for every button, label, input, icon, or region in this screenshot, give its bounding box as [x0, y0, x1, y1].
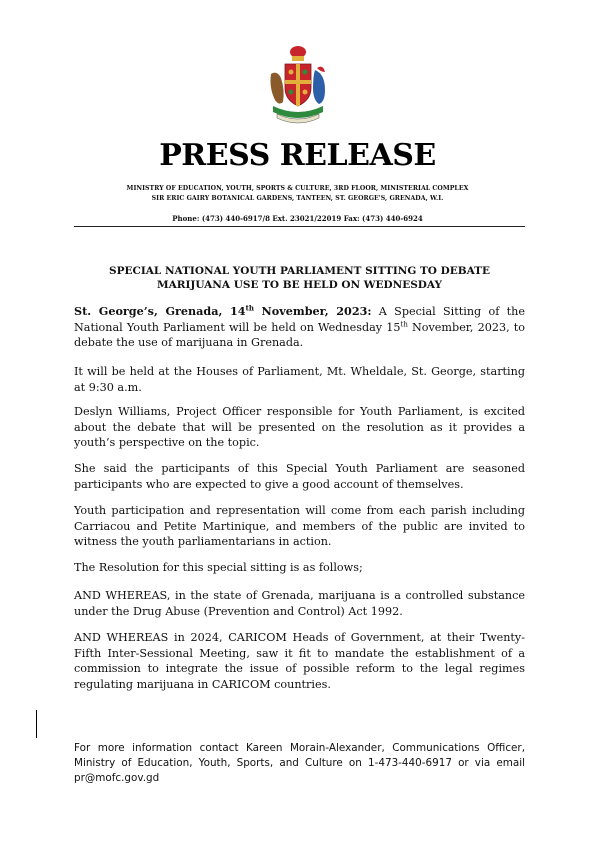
paragraph-project-officer: Deslyn Williams, Project Officer responsible for Youth Parliament, is excited about the debate that will be presented on the resolution as it provides a youth’s perspective on the topic.	[74, 405, 525, 449]
grenada-coat-of-arms-image	[265, 44, 331, 126]
dateline-b: November, 2023:	[253, 304, 372, 318]
dateline-a: St. George’s, Grenada, 14	[74, 304, 246, 318]
paragraph-representation: Youth participation and representation will come from each parish including Carriacou and Petite Martinique, and members of the public are invited to witness the youth parliamentarians in action.	[74, 504, 525, 548]
phone-fax-line: Phone: (473) 440-6917/8 Ext. 23021/22019 Fax: (473) 440-6924	[172, 214, 423, 223]
p1-b: November, 2023, to debate the use of marijuana in Grenada.	[74, 320, 525, 349]
p1-sup: th	[400, 319, 408, 328]
ministry-address-line-1: MINISTRY OF EDUCATION, YOUTH, SPORTS & CULTURE, 3RD FLOOR, MINISTERIAL COMPLEX	[126, 185, 469, 192]
paragraph-whereas-2: AND WHEREAS in 2024, CARICOM Heads of Government, at their Twenty-Fifth Inter-Sessional Meeting, saw it fit to mandate the establishment of a commission to integrate the issue of possible reform to the legal regimes regulating marijuana in CARICOM countries.	[74, 631, 525, 691]
dateline-sup: th	[245, 303, 254, 313]
paragraph-dateline	[74, 304, 525, 351]
p1-a: A Special Sitting of the National Youth Parliament will be held on Wednesday 15	[74, 305, 525, 334]
press-release-title: PRESS RELEASE	[159, 138, 436, 173]
headline-line-1: SPECIAL NATIONAL YOUTH PARLIAMENT SITTING TO DEBATE	[109, 265, 490, 277]
paragraph-resolution-intro: The Resolution for this special sitting is as follows;	[74, 561, 363, 574]
headline-line-2: MARIJUANA USE TO BE HELD ON WEDNESDAY	[156, 279, 443, 291]
text-cursor	[36, 710, 37, 738]
paragraph-participants: She said the participants of this Special Youth Parliament are seasoned participants who are expected to give a good account of themselves.	[74, 462, 525, 491]
header-divider	[74, 226, 525, 227]
paragraph-venue: It will be held at the Houses of Parliament, Mt. Wheldale, St. George, starting at 9:30 a.m.	[74, 365, 525, 394]
release-headline	[74, 264, 525, 292]
contact-footer: For more information contact Kareen Morain-Alexander, Communications Officer, Ministry of Education, Youth, Sports, and Culture on 1-473-440-6917 or via email pr@mofc.gov.gd	[74, 742, 525, 784]
paragraph-whereas-1: AND WHEREAS, in the state of Grenada, marijuana is a controlled substance under the Drug Abuse (Prevention and Control) Act 1992.	[74, 589, 525, 618]
ministry-address-line-2: SIR ERIC GAIRY BOTANICAL GARDENS, TANTEEN, ST. GEORGE'S, GRENADA, W.I.	[151, 195, 444, 202]
